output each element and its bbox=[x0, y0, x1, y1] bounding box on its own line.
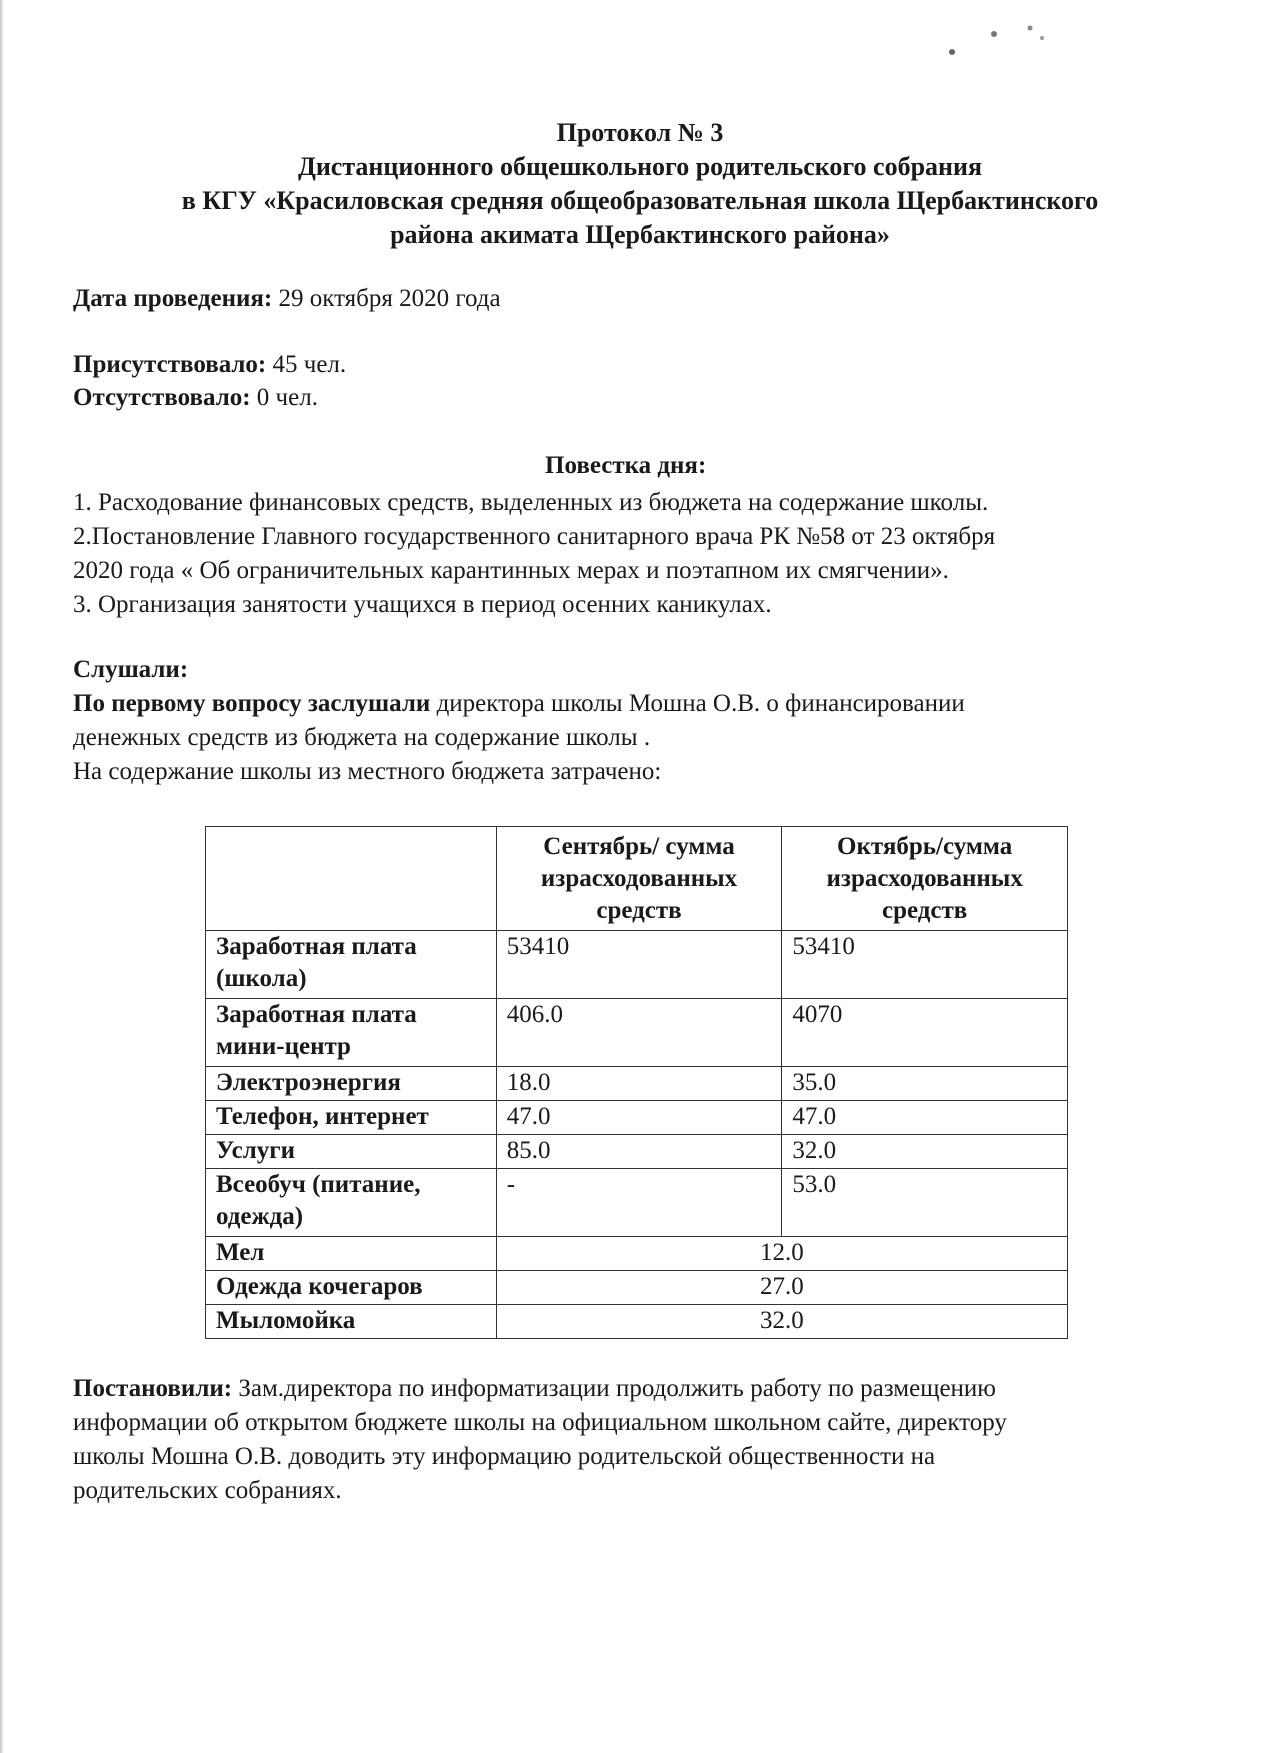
decision-line1 bbox=[73, 1372, 996, 1406]
meeting-type: Дистанционного общешкольного родительского собрания bbox=[297, 152, 983, 181]
table-row-merged bbox=[206, 1305, 1068, 1339]
table-row bbox=[206, 1169, 1068, 1237]
agenda-item-2-line1: 2.Постановление Главного государственного санитарного врача РК №58 от 23 октября bbox=[73, 523, 996, 550]
institution-name-line1: в КГУ «Красиловская средняя общеобразовательная школа Щербактинского bbox=[181, 186, 1099, 215]
decision-line3: школы Мошна О.В. доводить эту информацию родительской общественности на bbox=[73, 1443, 936, 1470]
present-value: 45 чел. bbox=[266, 351, 347, 378]
row-merged-value: 27.0 bbox=[496, 1271, 1067, 1305]
table-row bbox=[206, 999, 1068, 1067]
row-label: Одежда кочегаров bbox=[206, 1271, 497, 1305]
header-empty bbox=[206, 827, 497, 931]
meeting-date-label: Дата проведения: bbox=[73, 285, 273, 312]
row-merged-value: 32.0 bbox=[496, 1305, 1067, 1339]
protocol-number: Протокол № 3 bbox=[556, 118, 724, 147]
row-october-value: 53410 bbox=[782, 931, 1068, 999]
table-row bbox=[206, 1135, 1068, 1169]
row-october-value: 53.0 bbox=[782, 1169, 1068, 1237]
header-october: Октябрь/сумма израсходованных средств bbox=[782, 827, 1068, 931]
row-october-value: 4070 bbox=[782, 999, 1068, 1067]
table-row bbox=[206, 1101, 1068, 1135]
meeting-date bbox=[73, 282, 501, 316]
row-label: Заработная плата (школа) bbox=[206, 931, 497, 999]
table-row bbox=[206, 1067, 1068, 1101]
table-header-row bbox=[206, 827, 1068, 931]
table-row-merged bbox=[206, 1271, 1068, 1305]
row-september-value: 85.0 bbox=[496, 1135, 782, 1169]
decision-line4: родительских собраниях. bbox=[73, 1477, 342, 1504]
heard-lead: По первому вопросу заслушали bbox=[73, 690, 431, 717]
institution-name-line2: района акимата Щербактинского района» bbox=[390, 220, 890, 249]
agenda-item-2-line2: 2020 года « Об ограничительных карантинных мерах и поэтапном их смягчении». bbox=[73, 557, 949, 584]
row-label: Электроэнергия bbox=[206, 1067, 497, 1101]
row-september-value: 47.0 bbox=[496, 1101, 782, 1135]
row-september-value: 18.0 bbox=[496, 1067, 782, 1101]
row-label: Всеобуч (питание, одежда) bbox=[206, 1169, 497, 1237]
row-label: Телефон, интернет bbox=[206, 1101, 497, 1135]
row-september-value: 53410 bbox=[496, 931, 782, 999]
row-label: Мыломойка bbox=[206, 1305, 497, 1339]
row-october-value: 32.0 bbox=[782, 1135, 1068, 1169]
row-september-value: 406.0 bbox=[496, 999, 782, 1067]
attendance-present bbox=[73, 348, 346, 382]
absent-value: 0 чел. bbox=[250, 384, 318, 411]
heard-line1 bbox=[73, 687, 965, 721]
agenda-item-1: 1. Расходование финансовых средств, выделенных из бюджета на содержание школы. bbox=[73, 489, 989, 516]
scan-specks-decoration bbox=[930, 12, 1090, 72]
row-october-value: 47.0 bbox=[782, 1101, 1068, 1135]
row-label: Услуги bbox=[206, 1135, 497, 1169]
agenda-item-3: 3. Организация занятости учащихся в период осенних каникулах. bbox=[73, 591, 772, 618]
scan-edge-shadow bbox=[0, 0, 4, 1753]
decision-label: Постановили: bbox=[73, 1375, 233, 1402]
header-september: Сентябрь/ сумма израсходованных средств bbox=[496, 827, 782, 931]
agenda-title: Повестка дня: bbox=[545, 452, 707, 479]
row-october-value: 35.0 bbox=[782, 1067, 1068, 1101]
row-merged-value: 12.0 bbox=[496, 1237, 1067, 1271]
row-label: Заработная плата мини-центр bbox=[206, 999, 497, 1067]
row-september-value: - bbox=[496, 1169, 782, 1237]
table-row bbox=[206, 931, 1068, 999]
budget-table bbox=[205, 826, 1068, 1339]
meeting-date-value: 29 октября 2020 года bbox=[272, 285, 501, 312]
document-title bbox=[70, 116, 1210, 252]
decision-line2: информации об открытом бюджете школы на официальном школьном сайте, директору bbox=[73, 1409, 1007, 1436]
decision-line1-rest: Зам.директора по информатизации продолжить работу по размещению bbox=[232, 1375, 996, 1402]
table-row-merged bbox=[206, 1237, 1068, 1271]
attendance-absent bbox=[73, 381, 318, 415]
absent-label: Отсутствовало: bbox=[73, 384, 251, 411]
heard-line1-rest: директора школы Мошна О.В. о финансировании bbox=[430, 690, 965, 717]
heard-line3: На содержание школы из местного бюджета затрачено: bbox=[73, 758, 662, 785]
row-label: Мел bbox=[206, 1237, 497, 1271]
present-label: Присутствовало: bbox=[73, 351, 267, 378]
heard-title: Слушали: bbox=[73, 656, 189, 683]
heard-line2: денежных средств из бюджета на содержание школы . bbox=[73, 724, 651, 751]
